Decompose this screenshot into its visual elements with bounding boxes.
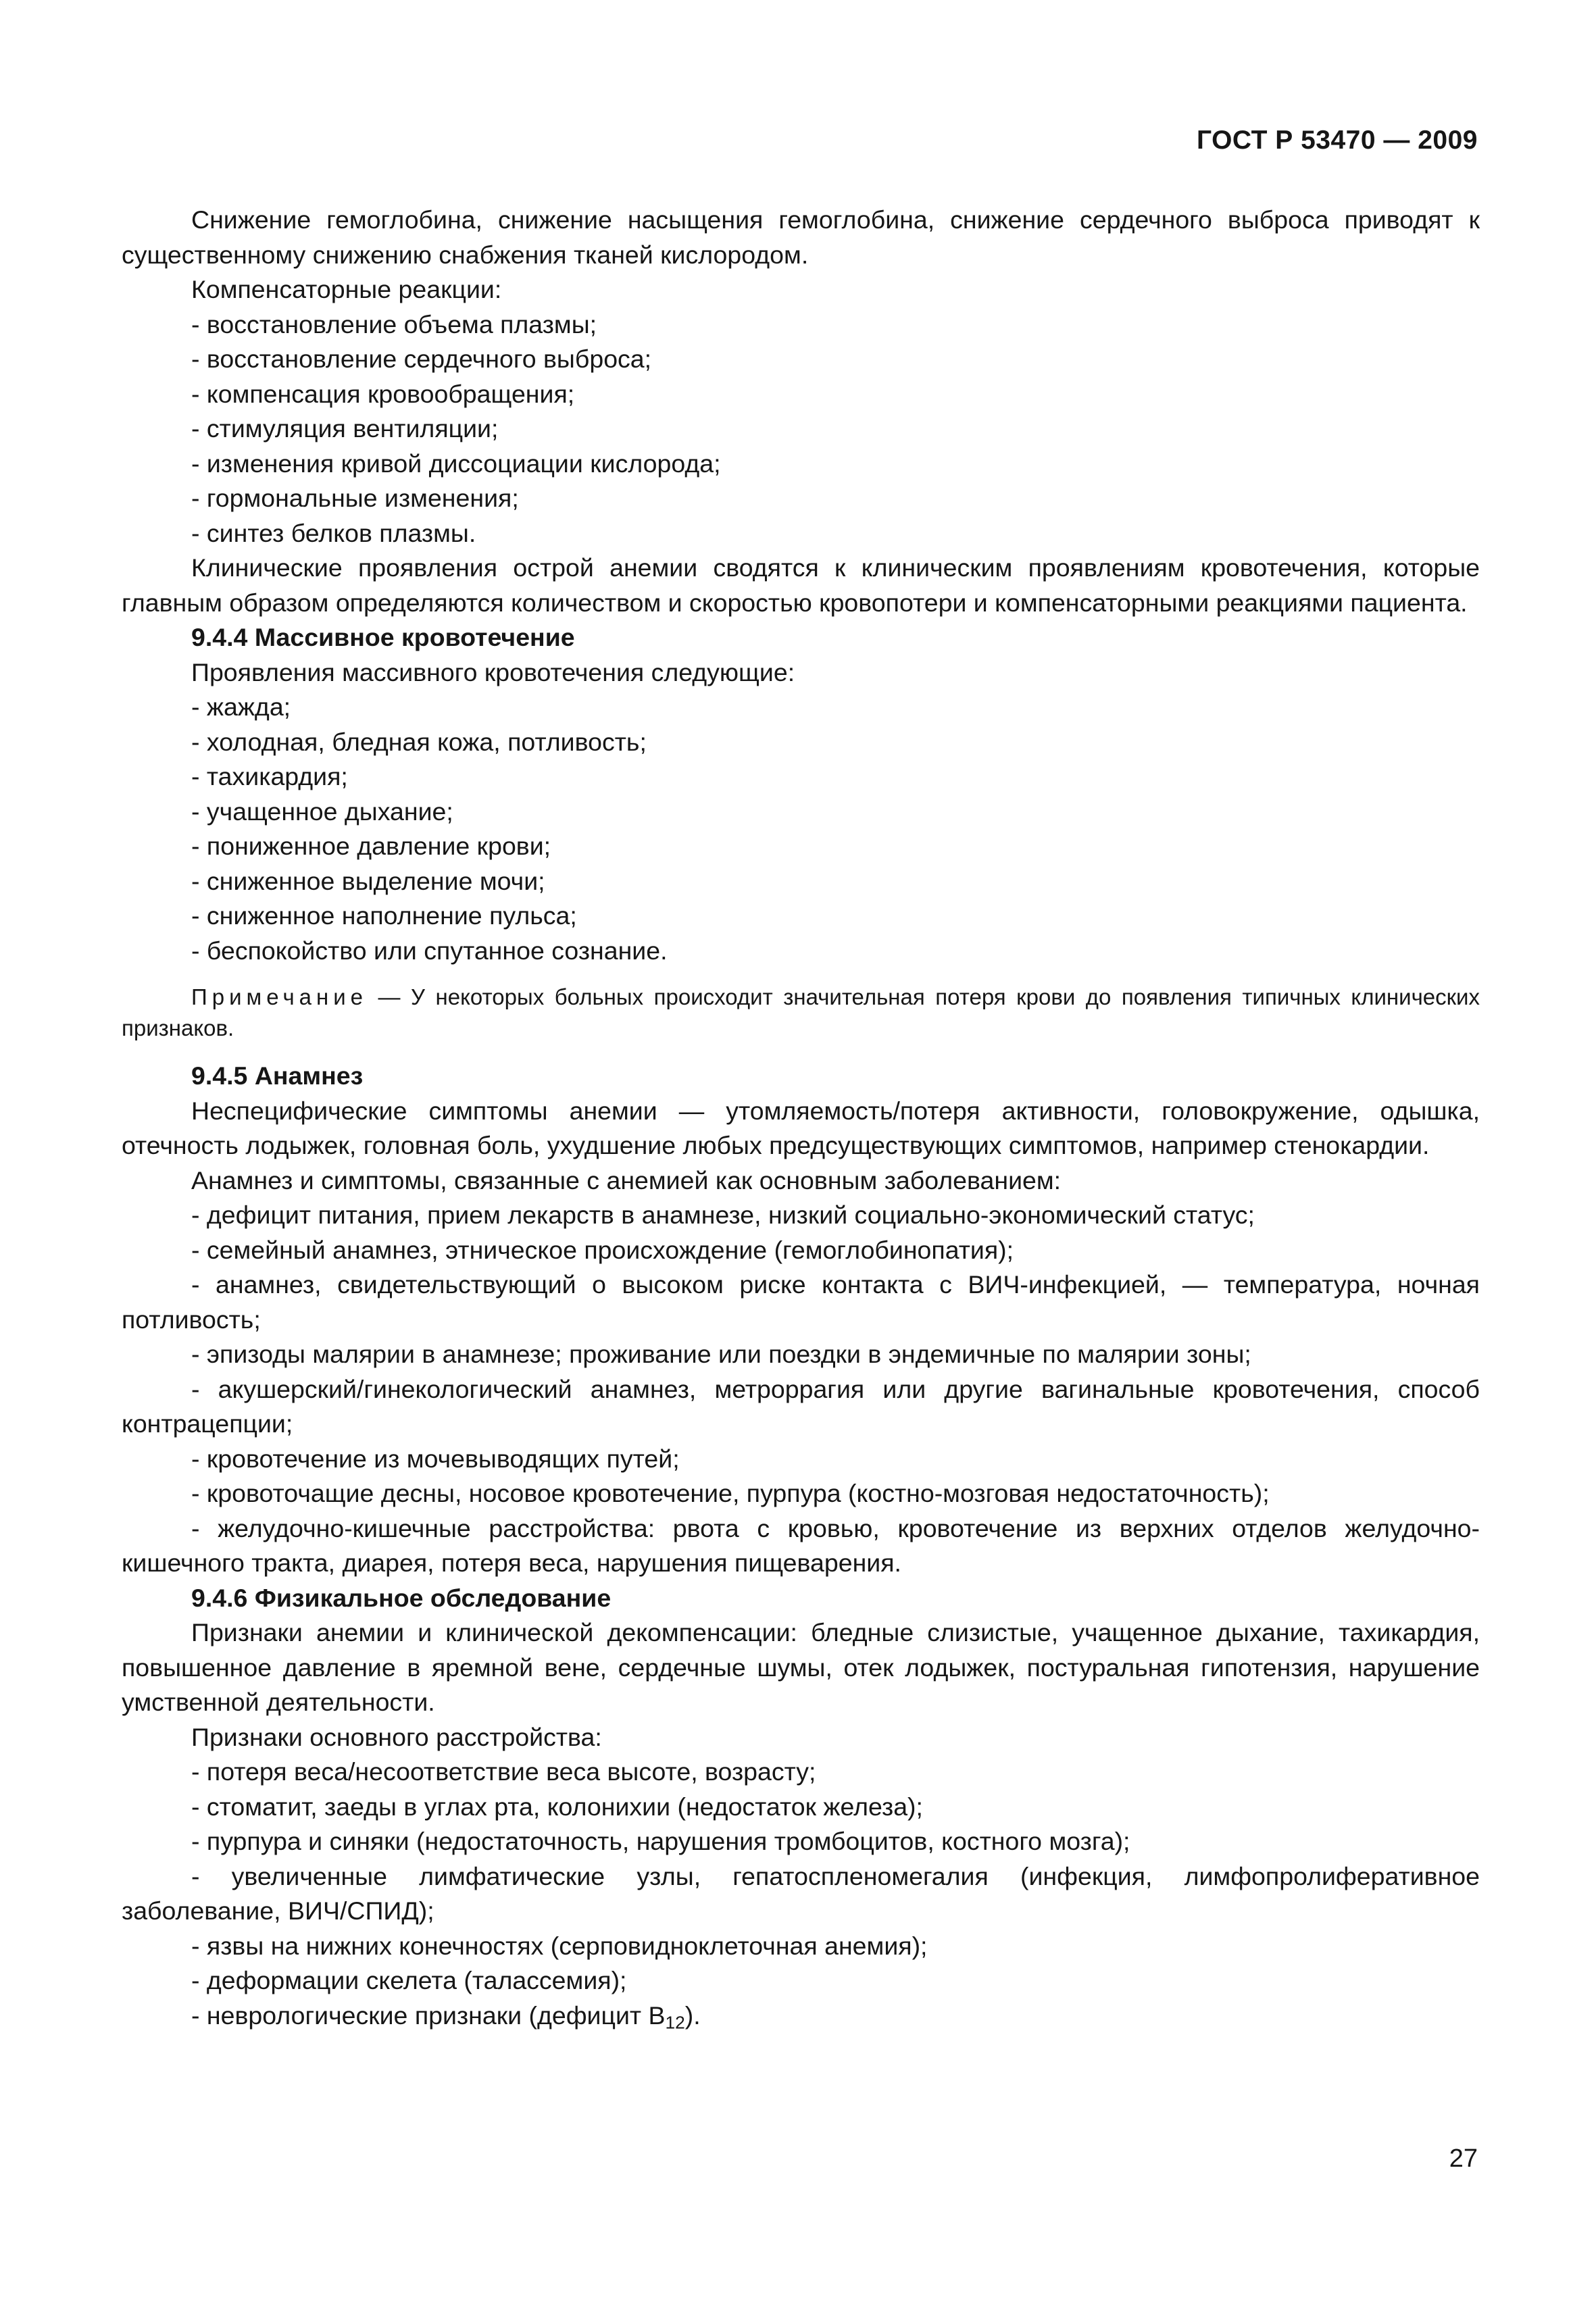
section-intro: Проявления массивного кровотечения следующие:	[191, 657, 795, 686]
list-item: - пурпура и синяки (недостаточность, нарушения тромбоцитов, костного мозга);	[191, 1827, 1130, 1855]
section-heading-9-4-4: 9.4.4 Массивное кровотечение	[191, 623, 575, 651]
list-item: - кровоточащие десны, носовое кровотечение, пурпура (костно-мозговая недостаточность);	[191, 1479, 1270, 1507]
note-label: Примечание	[191, 984, 368, 1009]
section-heading-9-4-5: 9.4.5 Анамнез	[191, 1061, 364, 1090]
list-item: - потеря веса/несоответствие веса высоте, возрасту;	[191, 1757, 816, 1786]
list-item: - пониженное давление крови;	[191, 832, 551, 860]
list-item: - стимуляция вентиляции;	[191, 414, 499, 443]
note-text: — У некоторых больных происходит значительная потеря крови до появления типичных клинических признаков.	[122, 984, 1480, 1040]
list-item: - холодная, бледная кожа, потливость;	[191, 727, 647, 756]
note	[122, 982, 1480, 1044]
list-item: - сниженное выделение мочи;	[191, 866, 545, 895]
list-item: - компенсация кровообращения;	[191, 379, 575, 408]
list-item: - желудочно-кишечные расстройства: рвота с кровью, кровотечение из верхних отделов желудочно-кишечного тракта, диарея, потеря веса, нарушения пищеварения.	[122, 1513, 1480, 1577]
section-paragraph: Признаки основного расстройства:	[191, 1722, 602, 1751]
list-item: - тахикардия;	[191, 762, 348, 790]
list-item: - деформации скелета (талассемия);	[191, 1966, 627, 1994]
list-item: - изменения кривой диссоциации кислорода;	[191, 449, 721, 478]
list-item: - стоматит, заеды в углах рта, колонихии (недостаток железа);	[191, 1792, 923, 1821]
subscript: 12	[665, 2012, 685, 2033]
list-item: - гормональные изменения;	[191, 484, 519, 512]
list-item: - синтез белков плазмы.	[191, 518, 476, 547]
list-item-text: - неврологические признаки (дефицит В	[191, 2001, 666, 2030]
list-item: - беспокойство или спутанное сознание.	[191, 936, 668, 965]
page-content	[122, 203, 1480, 2033]
clinical-paragraph: Клинические проявления острой анемии сводятся к клиническим проявлениям кровотечения, которые главным образом определяются количеством и скоростью кровопотери и компенсаторными реакциями пациента.	[122, 553, 1480, 617]
list-item: - семейный анамнез, этническое происхождение (гемоглобинопатия);	[191, 1235, 1014, 1264]
compensatory-title: Компенсаторные реакции:	[191, 275, 502, 303]
list-item: - дефицит питания, прием лекарств в анамнезе, низкий социально-экономический статус;	[191, 1201, 1255, 1229]
section-paragraph: Анамнез и симптомы, связанные с анемией как основным заболеванием:	[191, 1165, 1062, 1194]
list-item: - увеличенные лимфатические узлы, гепатоспленомегалия (инфекция, лимфопролиферативное заболевание, ВИЧ/СПИД);	[122, 1861, 1480, 1925]
list-item: - восстановление сердечного выброса;	[191, 345, 652, 373]
standard-header: ГОСТ Р 53470 — 2009	[1196, 126, 1478, 155]
list-item: - анамнез, свидетельствующий о высоком риске контакта с ВИЧ-инфекцией, — температура, ночная потливость;	[122, 1270, 1480, 1334]
page-number: 27	[1449, 2144, 1478, 2173]
list-item: - язвы на нижних конечностях (серповидноклеточная анемия);	[191, 1931, 928, 1960]
list-item: - кровотечение из мочевыводящих путей;	[191, 1444, 680, 1473]
list-item	[122, 1998, 1480, 2034]
list-item: - восстановление объема плазмы;	[191, 309, 597, 338]
list-item: - сниженное наполнение пульса;	[191, 901, 577, 930]
list-item-text: ).	[684, 2001, 701, 2030]
list-item: - эпизоды малярии в анамнезе; проживание или поездки в эндемичные по малярии зоны;	[191, 1340, 1251, 1368]
list-item: - жажда;	[191, 693, 291, 721]
section-heading-9-4-6: 9.4.6 Физикальное обследование	[191, 1583, 612, 1612]
section-paragraph: Неспецифические симптомы анемии — утомляемость/потеря активности, головокружение, одышка, отечность лодыжек, головная боль, ухудшение любых предсуществующих симптомов, например стенокардии.	[122, 1096, 1480, 1159]
intro-paragraph: Снижение гемоглобина, снижение насыщения гемоглобина, снижение сердечного выброса приводят к существенному снижению снабжения тканей кислородом.	[122, 205, 1480, 269]
list-item: - акушерский/гинекологический анамнез, метроррагия или другие вагинальные кровотечения, способ контрацепции;	[122, 1374, 1480, 1438]
list-item: - учащенное дыхание;	[191, 797, 453, 826]
section-paragraph: Признаки анемии и клинической декомпенсации: бледные слизистые, учащенное дыхание, тахикардия, повышенное давление в яремной вене, сердечные шумы, отек лодыжек, постуральная гипотензия, нарушение умственной деятельности.	[122, 1618, 1480, 1716]
